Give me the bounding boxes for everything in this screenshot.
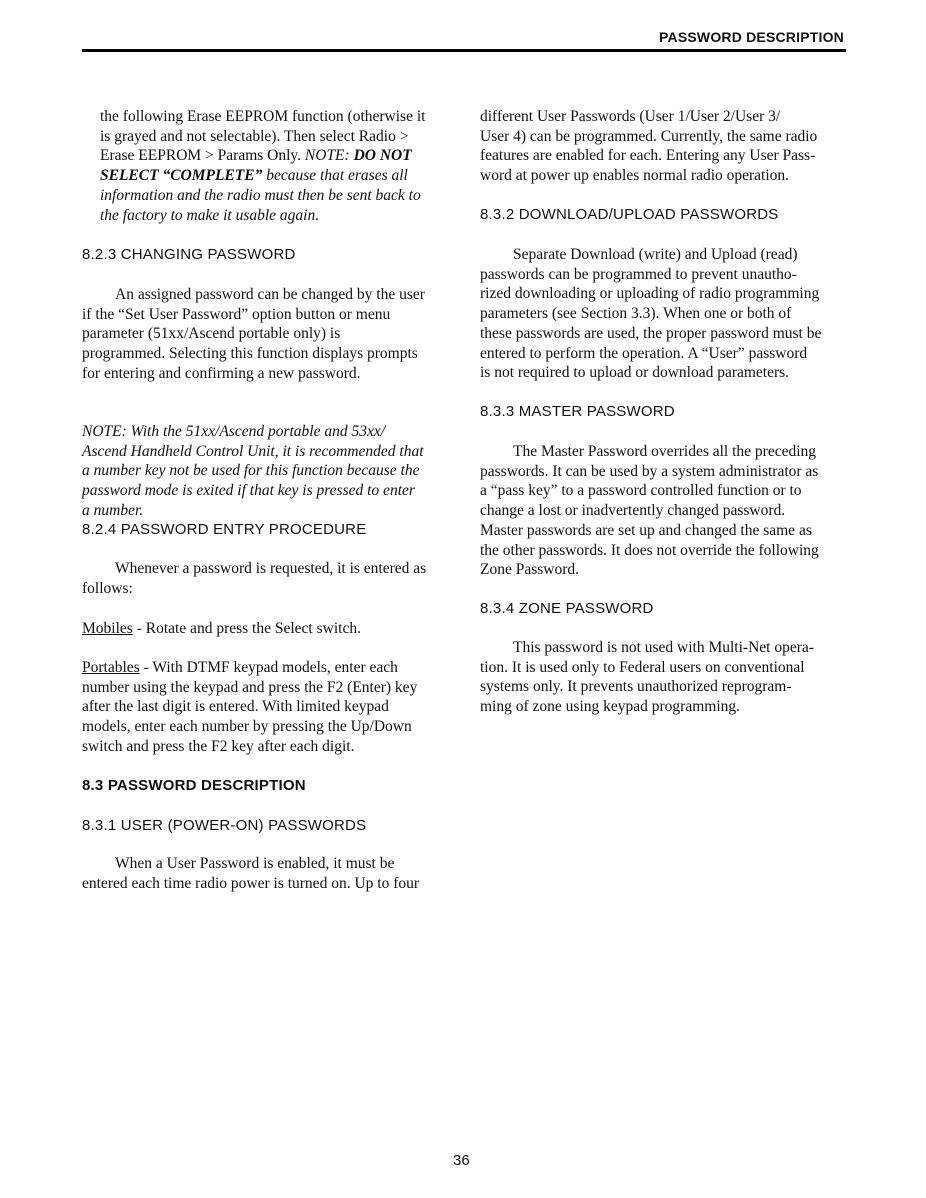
text-run: a “pass key” to a password controlled function or to: [480, 482, 802, 500]
text-run: The Master Password overrides all the preceding: [513, 443, 817, 460]
text-run: number using the keypad and press the F2 (Enter) key: [82, 678, 418, 696]
text-line: [480, 541, 850, 561]
text-run: passwords. It can be used by a system administrator as: [480, 462, 819, 480]
paragraph-password-entry: [82, 559, 452, 598]
text-run: change a lost or inadvertently changed password.: [480, 502, 786, 520]
text-line: [82, 305, 452, 325]
text-line: [480, 304, 850, 324]
text-run: tion. It is used only to Federal users on conventional: [480, 658, 805, 676]
text-run: Erase EEPROM > Params Only.: [100, 147, 305, 165]
text-run: entered to perform the operation. A “User” password: [480, 344, 808, 362]
text-line: [480, 481, 850, 501]
underlined-label: Mobiles: [82, 620, 133, 637]
text-line: [82, 344, 452, 364]
section-heading-text: 8.3.4 ZONE PASSWORD: [480, 600, 654, 617]
text-run: if the “Set User Password” option button or menu: [82, 305, 391, 323]
text-run: SELECT “COMPLETE”: [100, 167, 263, 185]
text-line: [82, 737, 452, 757]
text-run: systems only. It prevents unauthorized reprogram-: [480, 678, 792, 696]
text-line: [480, 638, 850, 658]
paragraph-portables: [82, 658, 452, 757]
text-run: Ascend Handheld Control Unit, it is recommended that: [82, 442, 424, 460]
section-heading-text: 8.2.3 CHANGING PASSWORD: [82, 246, 296, 263]
text-line: [480, 107, 850, 127]
text-line: [480, 245, 850, 265]
text-line: [82, 619, 452, 639]
text-line: [82, 874, 452, 894]
text-line: [82, 658, 452, 678]
underlined-label: Portables: [82, 659, 140, 676]
text-run: password mode is exited if that key is pressed to enter: [82, 482, 415, 500]
text-run: Master passwords are set up and changed the same as: [480, 521, 812, 539]
text-line: [480, 363, 850, 383]
section-heading-text: 8.3.1 USER (POWER-ON) PASSWORDS: [82, 817, 367, 834]
text-run: parameter (51xx/Ascend portable only) is: [82, 325, 341, 343]
text-run: Zone Password.: [480, 561, 580, 579]
text-run: An assigned password can be changed by the user: [115, 286, 425, 303]
heading-password-description: [82, 776, 452, 796]
text-line: [82, 422, 452, 442]
text-line: [100, 146, 452, 166]
text-run: entered each time radio power is turned on. Up to four: [82, 874, 420, 892]
paragraph-master-password: [480, 442, 850, 580]
text-line: [100, 127, 452, 147]
text-line: [100, 107, 452, 127]
text-run: a number key not be used for this function because the: [82, 462, 420, 480]
heading-changing-password: [82, 245, 452, 265]
text-run: - With DTMF keypad models, enter each: [139, 659, 398, 676]
text-run: switch and press the F2 key after each digit.: [82, 737, 355, 755]
text-line: [82, 324, 452, 344]
text-line: [100, 166, 452, 186]
text-line: [480, 344, 850, 364]
text-line: [480, 324, 850, 344]
text-run: This password is not used with Multi-Net opera-: [513, 639, 814, 656]
paragraph-download-upload: [480, 245, 850, 383]
text-run: programmed. Selecting this function displays prompts: [82, 345, 418, 363]
text-run: passwords can be programmed to prevent unautho-: [480, 265, 797, 283]
text-run: word at power up enables normal radio operation.: [480, 167, 790, 185]
text-line: [480, 442, 850, 462]
text-line: [480, 501, 850, 521]
text-line: [480, 697, 850, 717]
text-line: [82, 717, 452, 737]
section-heading-text: 8.3.2 DOWNLOAD/UPLOAD PASSWORDS: [480, 206, 779, 223]
heading-password-entry: [82, 520, 452, 540]
text-line: [100, 186, 452, 206]
text-line: [82, 364, 452, 384]
text-line: [480, 166, 850, 186]
section-heading-text: 8.3.3 MASTER PASSWORD: [480, 403, 675, 420]
text-run: is grayed and not selectable). Then select Radio >: [100, 127, 409, 145]
text-run: rized downloading or uploading of radio programming: [480, 285, 820, 303]
text-line: [480, 265, 850, 285]
text-run: a number.: [82, 501, 144, 519]
text-line: [82, 481, 452, 501]
text-run: because that erases all: [262, 167, 408, 185]
text-run: these passwords are used, the proper password must be: [480, 324, 822, 342]
text-run: NOTE:: [304, 147, 354, 165]
paragraph-changing-password: [82, 285, 452, 384]
paragraph-zone-password: [480, 638, 850, 717]
text-run: models, enter each number by pressing the Up/Down: [82, 718, 412, 736]
section-heading-text: 8.3 PASSWORD DESCRIPTION: [82, 777, 306, 794]
heading-zone-password: [480, 599, 850, 619]
heading-user-passwords: [82, 816, 452, 836]
text-line: [480, 677, 850, 697]
text-run: after the last digit is entered. With limited keypad: [82, 698, 389, 716]
text-line: [82, 854, 452, 874]
text-line: [82, 442, 452, 462]
text-line: [82, 579, 452, 599]
text-run: NOTE: With the 51xx/Ascend portable and 53xx/: [82, 423, 386, 440]
page-number: 36: [453, 1152, 470, 1169]
text-run: features are enabled for each. Entering any User Pass-: [480, 147, 816, 165]
text-run: User 4) can be programmed. Currently, the same radio: [480, 127, 818, 145]
text-line: [480, 462, 850, 482]
text-line: [82, 285, 452, 305]
text-run: DO NOT: [353, 147, 412, 165]
running-header: PASSWORD DESCRIPTION: [659, 29, 844, 45]
heading-master-password: [480, 402, 850, 422]
paragraph-user-passwords: [82, 854, 452, 893]
text-run: the factory to make it usable again.: [100, 206, 320, 224]
text-run: for entering and confirming a new password.: [82, 364, 361, 382]
text-line: [480, 127, 850, 147]
text-line: [100, 206, 452, 226]
text-run: ming of zone using keypad programming.: [480, 698, 741, 716]
text-line: [480, 658, 850, 678]
text-run: parameters (see Section 3.3). When one or both of: [480, 305, 792, 323]
text-run: Separate Download (write) and Upload (read): [513, 246, 798, 263]
text-run: is not required to upload or download parameters.: [480, 364, 790, 382]
section-heading-text: 8.2.4 PASSWORD ENTRY PROCEDURE: [82, 521, 367, 538]
text-run: the other passwords. It does not override the following: [480, 541, 819, 559]
text-line: [480, 146, 850, 166]
note-number-key: [82, 422, 452, 521]
text-line: [82, 461, 452, 481]
text-line: [82, 697, 452, 717]
paragraph-erase-eeprom: [100, 107, 452, 225]
text-line: [480, 560, 850, 580]
text-run: - Rotate and press the Select switch.: [132, 620, 361, 637]
text-run: the following Erase EEPROM function (otherwise it: [100, 108, 426, 125]
text-run: different User Passwords (User 1/User 2/User 3/: [480, 108, 781, 125]
text-line: [480, 284, 850, 304]
text-line: [82, 678, 452, 698]
paragraph-user-passwords-cont: [480, 107, 850, 186]
text-run: When a User Password is enabled, it must be: [115, 855, 395, 872]
heading-download-upload: [480, 205, 850, 225]
text-line: [82, 501, 452, 521]
header-rule: [82, 49, 846, 52]
text-run: information and the radio must then be sent back to: [100, 186, 421, 204]
text-run: Whenever a password is requested, it is entered as: [115, 560, 427, 577]
text-line: [480, 521, 850, 541]
paragraph-mobiles: [82, 619, 452, 639]
text-line: [82, 559, 452, 579]
text-run: follows:: [82, 579, 133, 597]
